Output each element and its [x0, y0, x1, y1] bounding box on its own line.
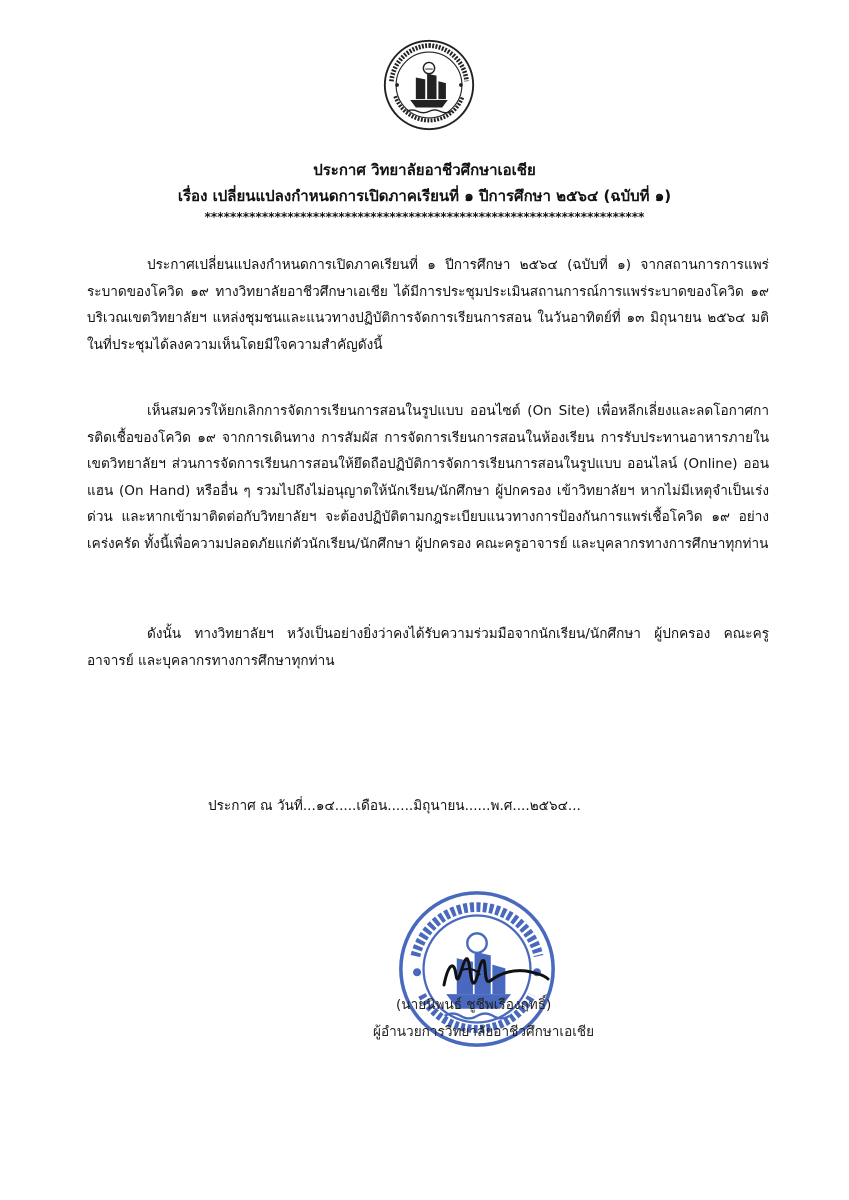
handwritten-signature-icon [440, 945, 550, 1000]
title-separator: ********************************************************************* [204, 210, 645, 224]
announcement-date: ประกาศ ณ วันที่...๑๔.....เดือน......มิถุนายน......พ.ศ....๒๕๖๔... [208, 798, 581, 814]
announcement-subject: เรื่อง เปลี่ยนแปลงกำหนดการเปิดภาคเรียนที่ ๑ ปีการศึกษา ๒๕๖๔ (ฉบับที่ ๑) [177, 187, 672, 205]
signer-position: ผู้อำนวยการวิทยาลัยอาชีวศึกษาเอเชีย [373, 1024, 595, 1040]
body-paragraph-1: ประกาศเปลี่ยนแปลงกำหนดการเปิดภาคเรียนที่ ๑ ปีการศึกษา ๒๕๖๔ (ฉบับที่ ๑) จากสถานการการแพร่ระบาดของโควิด ๑๙ ทางวิทยาลัยอาชีวศึกษาเอเชีย ได้มีการประชุมประเมินสถานการณ์การแพร่ระบาดของโควิด ๑๙ บริเวณเขตวิทยาลัยฯ แหล่งชุมชนและแนวทางปฏิบัติการจัดการเรียนการสอน ในวันอาทิตย์ที่ ๑๓ มิถุนายน ๒๕๖๔ มติในที่ประชุมได้ลงความเห็นโดยมีใจความสำคัญดังนี้ [87, 257, 769, 353]
announcement-title: ประกาศ วิทยาลัยอาชีวศึกษาเอเชีย [313, 161, 536, 179]
body-paragraph-3: ดังนั้น ทางวิทยาลัยฯ หวังเป็นอย่างยิ่งว่าคงได้รับความร่วมมือจากนักเรียน/นักศึกษา ผู้ปกครอง คณะครูอาจารย์ และบุคลากรทางการศึกษาทุกท่าน [87, 626, 769, 669]
college-emblem-icon [382, 38, 476, 132]
body-paragraph-2: เห็นสมควรให้ยกเลิกการจัดการเรียนการสอนในรูปแบบ ออนไซต์ (On Site) เพื่อหลีกเลี่ยงและลดโอกาศการติดเชื้อของโควิด ๑๙ จากการเดินทาง การสัมผัส การจัดการเรียนการสอนในห้องเรียน การรับประทานอาหารภายในเขตวิทยาลัยฯ ส่วนการจัดการเรียนการสอนให้ยึดถือปฏิบัติการจัดการเรียนการสอนในรูปแบบ ออนไลน์ (Online) ออนแฮน (On Hand) หรืออื่น ๆ รวมไปถึงไม่อนุญาตให้นักเรียน/นักศึกษา ผู้ปกครอง เข้าวิทยาลัยฯ หากไม่มีเหตุจำเป็นเร่งด่วน และหากเข้ามาติดต่อกับวิทยาลัยฯ จะต้องปฏิบัติตามกฎระเบียบแนวทางการป้องกันการแพร่เชื้อโควิด ๑๙ อย่างเคร่งครัด ทั้งนี้เพื่อความปลอดภัยแก่ตัวนักเรียน/นักศึกษา ผู้ปกครอง คณะครูอาจารย์ และบุคลากรทางการศึกษาทุกท่าน [87, 403, 769, 552]
signer-name: (นายนิพนธ์ ชูชีพเรืองฤทธิ์) [396, 997, 552, 1013]
